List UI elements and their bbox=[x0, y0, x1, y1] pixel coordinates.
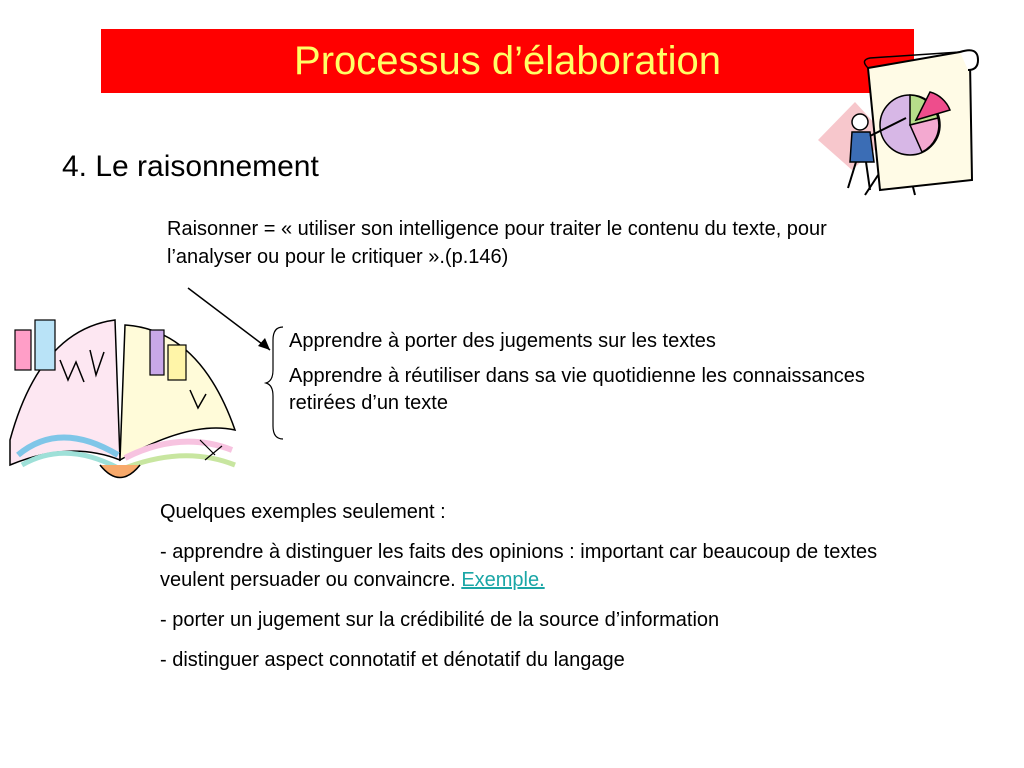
examples-intro: Quelques exemples seulement : bbox=[160, 501, 446, 523]
open-book-clipart bbox=[0, 290, 250, 500]
slide-title: Processus d’élaboration bbox=[294, 39, 721, 83]
example-item: - distinguer aspect connotatif et dénotatif du langage bbox=[160, 649, 625, 671]
example-item bbox=[160, 538, 920, 594]
learning-point: Apprendre à réutiliser dans sa vie quotidienne les connaissances retirées d’un texte bbox=[289, 365, 865, 414]
section-heading: 4. Le raisonnement bbox=[62, 150, 319, 183]
example-item: - porter un jugement sur la crédibilité de la source d’information bbox=[160, 609, 720, 631]
example-item-text: - apprendre à distinguer les faits des opinions : important car beaucoup de textes veulent persuader ou convaincre. bbox=[160, 541, 878, 591]
left-curly-brace bbox=[266, 327, 283, 439]
examples-block bbox=[160, 498, 920, 674]
learning-point: Apprendre à porter des jugements sur les textes bbox=[289, 330, 716, 352]
definition-text: Raisonner = « utiliser son intelligence pour traiter le contenu du texte, pour l’analyser ou pour le critiquer ».(p.146) bbox=[167, 218, 827, 268]
example-link[interactable]: Exemple. bbox=[461, 569, 545, 591]
learning-points bbox=[289, 328, 899, 417]
